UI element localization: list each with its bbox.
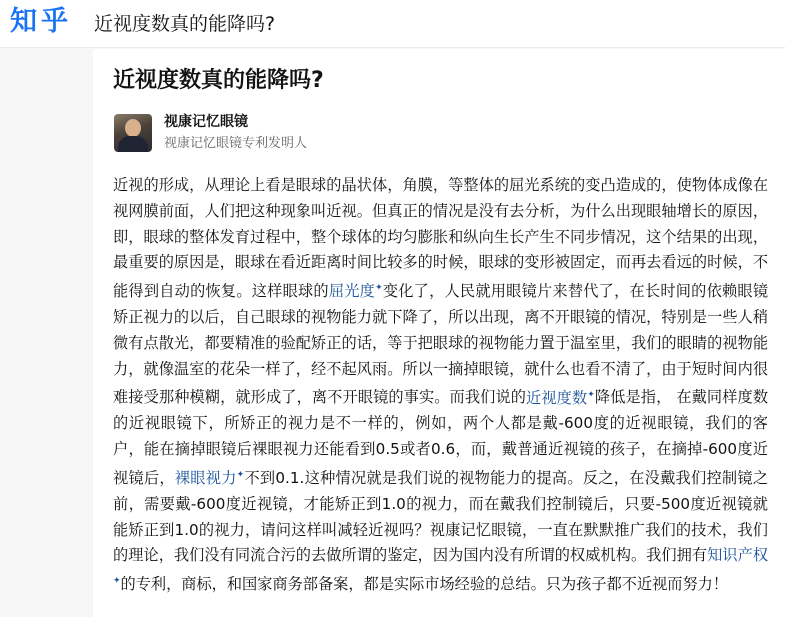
avatar-body-shape	[118, 136, 148, 152]
keyword-link-myopia-degree[interactable]	[526, 389, 595, 407]
author-bio: 视康记忆眼镜专利发明人	[164, 136, 308, 151]
keyword-link-intellectual-property-label: 知识产权	[707, 546, 769, 565]
zhihu-logo[interactable]: 知乎	[10, 6, 72, 37]
sparkle-icon: ✦	[587, 389, 595, 400]
author-avatar[interactable]	[114, 114, 152, 152]
avatar-head-shape	[125, 119, 141, 137]
answer-text-2: 变化了，人民就用眼镜片来替代了，在长时间的依赖眼镜矫正视力的以后，自己眼球的视物能力就下降了，所以出现，离不开眼镜的情况，特别是一些人稍微有点散光，都要精准的验配矫正的话，等于把眼球的视物能力置于温室里，我们的眼睛的视物能力，就像温室的花朵一样了，经不起风雨。所以一摘掉眼镜，就什么也看不清了，由于短时间内很难接受那种模糊，就形成了，离不开眼镜的事实。而我们说的	[113, 282, 769, 407]
keyword-link-refraction-label: 屈光度	[328, 282, 376, 301]
top-bar	[0, 0, 785, 48]
sparkle-icon: ✦	[236, 469, 245, 480]
author-name[interactable]: 视康记忆眼镜	[164, 114, 248, 130]
keyword-link-refraction[interactable]	[329, 282, 383, 300]
header-question-title: 近视度数真的能降吗?	[94, 13, 276, 35]
sparkle-icon: ✦	[113, 576, 121, 587]
keyword-link-naked-eye-vision-label: 裸眼视力	[174, 468, 237, 487]
question-title[interactable]: 近视度数真的能降吗?	[113, 68, 324, 93]
answer-text-3: 降低是指， 在戴同样度数的近视眼镜下，所矫正的视力是不一样的，例如，两个人都是戴-600度的近视眼镜，我们的客户，能在摘掉眼镜后裸眼视力还能看到0.5或者0.6，而，戴普通近视镜的孩子，在摘掉-600度近视镜后，	[113, 388, 769, 487]
keyword-link-naked-eye-vision[interactable]	[175, 469, 244, 487]
answer-text-1: 近视的形成，从理论上看是眼球的晶状体，角膜，等整体的屈光系统的变凸造成的，使物体成像在视网膜前面，人们把这种现象叫近视。但真正的情况是没有去分析，为什么出现眼轴增长的原因，即，眼球的整体发育过程中，整个球体的均匀膨胀和纵向生长产生不同步情况，这个结果的出现，最重要的原因是，眼球在看近距离时间比较多的时候，眼球的变形被固定，而再去看远的时候，不能得到自动的恢复。这样眼球的	[113, 176, 768, 301]
keyword-link-myopia-degree-label: 近视度数	[526, 388, 588, 407]
sparkle-icon: ✦	[375, 283, 383, 294]
answer-card	[93, 49, 785, 617]
answer-content	[113, 173, 768, 598]
answer-text-5: 的专利，商标，和国家商务部备案，都是实际市场经验的总结。只为孩子都不近视而努力！	[120, 575, 729, 594]
answer-text-4: 不到0.1.这种情况就是我们说的视物能力的提高。反之，在没戴我们控制镜之前，需要戴-600度近视镜，才能矫正到1.0的视力，而在戴我们控制镜后，只要-500度近视镜就能矫正到1.0的视力，请问这样叫减轻近视吗？视康记忆眼镜，一直在默默推广我们的技术，我们的理论，我们没有同流合污的去做所谓的鉴定，因为国内没有所谓的权威机构。我们拥有	[113, 468, 769, 565]
